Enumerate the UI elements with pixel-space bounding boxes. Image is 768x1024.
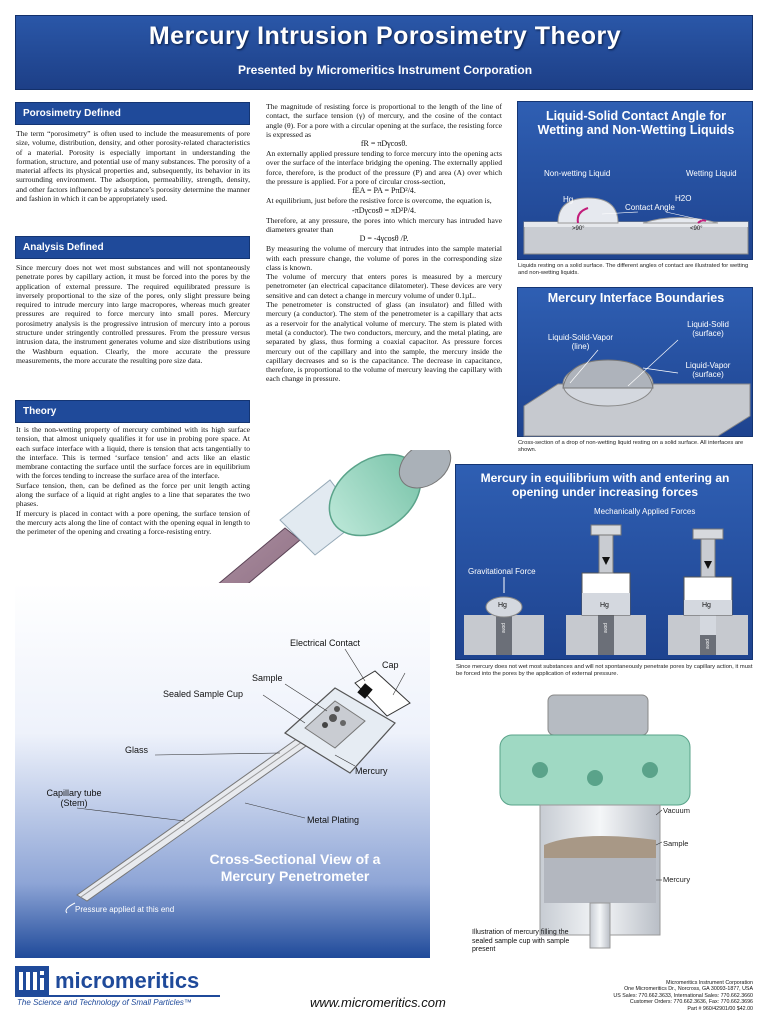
interface-title: Mercury Interface Boundaries bbox=[547, 291, 725, 305]
middle-p2: An externally applied pressure tending to force mercury into the opening acts over the surface of the interface bridging the opening. The externally applied force, therefore, is the product of the pressure (P) and area (A) over which the pressure is applied. For a pore of circular cross-section, bbox=[266, 149, 502, 187]
label-hg-2: Hg bbox=[600, 602, 609, 609]
label-pore-3: pore bbox=[704, 639, 710, 650]
equation-washburn: D = -4γcosθ /P. bbox=[359, 234, 409, 244]
address-line-1: Micromeritics Instrument Corporation bbox=[666, 980, 753, 986]
theory-p3: If mercury is placed in contact with a pore opening, the surface tension of the mercury acts along the line of contact with the opening equal in length to the perimeter of the opening and creating a force-resisting entry. bbox=[16, 508, 250, 537]
label-mercury: Mercury bbox=[355, 766, 388, 776]
penetrometer-title: Cross-Sectional View of a Mercury Penetrometer bbox=[209, 851, 381, 884]
penetrometer-panel bbox=[15, 583, 430, 958]
address-line-3: US Sales: 770.662.3633, International Sales: 770.662.3660 bbox=[613, 992, 753, 999]
brand-name: micromeritics bbox=[55, 968, 200, 993]
label-angle-gt90: >90° bbox=[572, 226, 585, 232]
label-cap: Cap bbox=[382, 660, 399, 670]
equilibrium-box bbox=[455, 464, 753, 660]
middle-p7: The penetrometer is constructed of glass (an insulator) and filled with mercury (a conductor). The stem of the penetrometer is a capillary that acts as a reservoir for the analytical volume of mercury. The stem is plated with metal (a conductor). The two conductors, mercury, and the metal plating, are separated by glass, thus forming a coaxial capacitor. As pressure forces mercury out of the capillary and into the sample, the mercury inside the capillary decreases and so is the capacitance. The decrease in capacitance, therefore, is proportional to the volume of mercury leaving the capillary with each change in pressure. bbox=[266, 300, 502, 384]
theory-heading: Theory bbox=[15, 400, 250, 423]
theory-p2: Surface tension, then, can be defined as the force per unit length acting along the surface of a liquid at right angles to a line that separates the two phases. bbox=[16, 480, 250, 509]
equation-applied-force: fEA = PA = PπD²/4. bbox=[352, 186, 416, 196]
label-hg: Hg bbox=[563, 195, 574, 204]
company-address bbox=[560, 980, 753, 1012]
brand-tagline: The Science and Technology of Small Particles™ bbox=[17, 998, 192, 1007]
label-mechanical-forces: Mechanically Applied Forces bbox=[594, 507, 696, 516]
middle-p6: The volume of mercury that enters pores is measured by a mercury penetrometer (an electrical capacitance dilatometer). These devices are very sensitive and can detect a change in mercury volume of under 0.1µL. bbox=[266, 272, 502, 300]
theory-p1: It is the non-wetting property of mercury combined with its high surface tension, that almost uniquely qualifies it for use in probing pore space. At each surface interface with a liquid, there is tension that acts tangentially to the interface. This is termed ‘surface tension’ and acts like an elastic membrane contacting the surface until the surface forces are in equilibrium with the forces tending to increase the surface area of the interface. bbox=[16, 425, 250, 481]
label-pressure-applied: Pressure applied at this end bbox=[75, 905, 175, 914]
middle-p4: Therefore, at any pressure, the pores into which mercury has intruded have diameters greater than bbox=[266, 215, 502, 234]
equation-equilibrium: -πDγcosθ = πD²P/4. bbox=[352, 205, 416, 215]
label-liquid-solid: Liquid-Solid (surface) bbox=[687, 320, 729, 338]
contact-angle-caption: Liquids resting on a solid surface. The different angles of contact are illustrated for wetting and non-wetting liquids. bbox=[518, 263, 749, 276]
contact-angle-diagram bbox=[518, 102, 754, 261]
address-line-4: Customer Orders: 770.662.3636, Fax: 770.662.3696 bbox=[629, 999, 753, 1006]
porosimetry-heading: Porosimetry Defined bbox=[15, 102, 250, 125]
equilibrium-caption: Since mercury does not wet most substances and will not spontaneously penetrate pores by capillary action, it must be forced into the pores by the application of external pressure. bbox=[456, 664, 753, 677]
contact-angle-box bbox=[517, 101, 753, 260]
interface-caption: Cross-section of a drop of non-wetting liquid resting on a solid surface. All interfaces are shown. bbox=[518, 440, 744, 453]
sample-cup-caption: Illustration of mercury filling the sealed sample cup with sample present bbox=[472, 929, 570, 953]
label-sealed-sample-cup: Sealed Sample Cup bbox=[163, 689, 244, 699]
website-url[interactable]: www.micromeritics.com bbox=[310, 995, 446, 1010]
label-angle-lt90: <90° bbox=[690, 226, 703, 232]
label-pore-2: pore bbox=[602, 623, 608, 634]
label-liquid-solid-vapor: Liquid-Solid-Vapor (line) bbox=[547, 333, 614, 351]
equation-resisting-force: fR = πDγcosθ. bbox=[360, 139, 408, 149]
page-subtitle: Presented by Micromeritics Instrument Corporation bbox=[237, 63, 533, 77]
label-cup-sample: Sample bbox=[663, 839, 689, 848]
label-vacuum: Vacuum bbox=[663, 806, 690, 815]
label-h2o: H2O bbox=[675, 194, 692, 203]
label-wetting: Wetting Liquid bbox=[686, 169, 737, 178]
micromeritics-mi-icon bbox=[15, 966, 49, 996]
analysis-text: Since mercury does not wet most substances and will not spontaneously penetrate pores by capillary action, it must be forced into the pores by the application of external pressure. The required equilibrated pressure is inversely proportional to the size of the pores, only slight pressure being required to intrude mercury into large macropores, whereas much greater pressures are required to force mercury into small pores. Mercury porosimetry analysis is the progressive intrusion of mercury into a porous structure under stringently controlled pressures. From the pressure versus intrusion data, the instrument generates volume and size distributions using the Washburn equation. Clearly, the more accurate the pressure measurements, the more accurate the resulting pore size data. bbox=[16, 263, 250, 365]
label-electrical-contact: Electrical Contact bbox=[290, 638, 361, 648]
middle-p3: At equilibrium, just before the resistive force is overcome, the equation is, bbox=[266, 196, 492, 206]
page-title: Mercury Intrusion Porosimetry Theory bbox=[148, 22, 622, 50]
porosimetry-text: The term “porosimetry” is often used to include the measurements of pore size, volume, distribution, density, and other porosity-related characteristics of a material. Porosity is especially important in understanding the formation, structure, and potential use of many substances. The porosity of a material affects its physical properties and, subsequently, its behavior in its surrounding environment. The adsorption, permeability, strength, density, and other factors influenced by a substance’s porosity determine the manner and fashion in which it can be appropriately used. bbox=[16, 129, 250, 204]
label-gravitational-force: Gravitational Force bbox=[468, 567, 536, 576]
equilibrium-title: Mercury in equilibrium with and entering an opening under increasing forces bbox=[480, 471, 730, 499]
label-capillary-tube: Capillary tube (Stem) bbox=[46, 788, 102, 808]
middle-p1: The magnitude of resisting force is proportional to the length of the line of contact, the surface tension (γ) of mercury, and the cosine of the contact angle (θ). For a pore with a circular opening at the surface, the resisting force is expressed as bbox=[266, 102, 502, 139]
label-glass: Glass bbox=[125, 745, 149, 755]
label-liquid-vapor: Liquid-Vapor (surface) bbox=[685, 361, 731, 379]
analysis-heading: Analysis Defined bbox=[15, 236, 250, 259]
footer-rule bbox=[15, 995, 220, 997]
sample-cup-illustration bbox=[470, 690, 740, 955]
poster-header bbox=[15, 15, 753, 90]
label-contact-angle: Contact Angle bbox=[625, 203, 675, 212]
middle-text bbox=[266, 102, 502, 384]
contact-angle-title: Liquid-Solid Contact Angle for Wetting and Non-Wetting Liquids bbox=[537, 109, 735, 137]
label-cup-mercury: Mercury bbox=[663, 875, 691, 884]
label-sample: Sample bbox=[252, 673, 283, 683]
label-non-wetting: Non-wetting Liquid bbox=[544, 169, 611, 178]
label-hg-1: Hg bbox=[498, 602, 507, 609]
interface-box bbox=[517, 287, 753, 437]
middle-p5: By measuring the volume of mercury that intrudes into the sample material with each pressure change, the volume of pores in the corresponding size class is known. bbox=[266, 244, 502, 272]
label-hg-3: Hg bbox=[702, 602, 711, 609]
label-metal-plating: Metal Plating bbox=[307, 815, 360, 825]
address-line-2: One Micromeritics Dr., Norcross, GA 30093-1877, USA bbox=[624, 986, 753, 993]
label-pore-1: pore bbox=[500, 623, 506, 634]
address-line-5: Part # 960/42901/00 $42.00 bbox=[687, 1005, 753, 1012]
